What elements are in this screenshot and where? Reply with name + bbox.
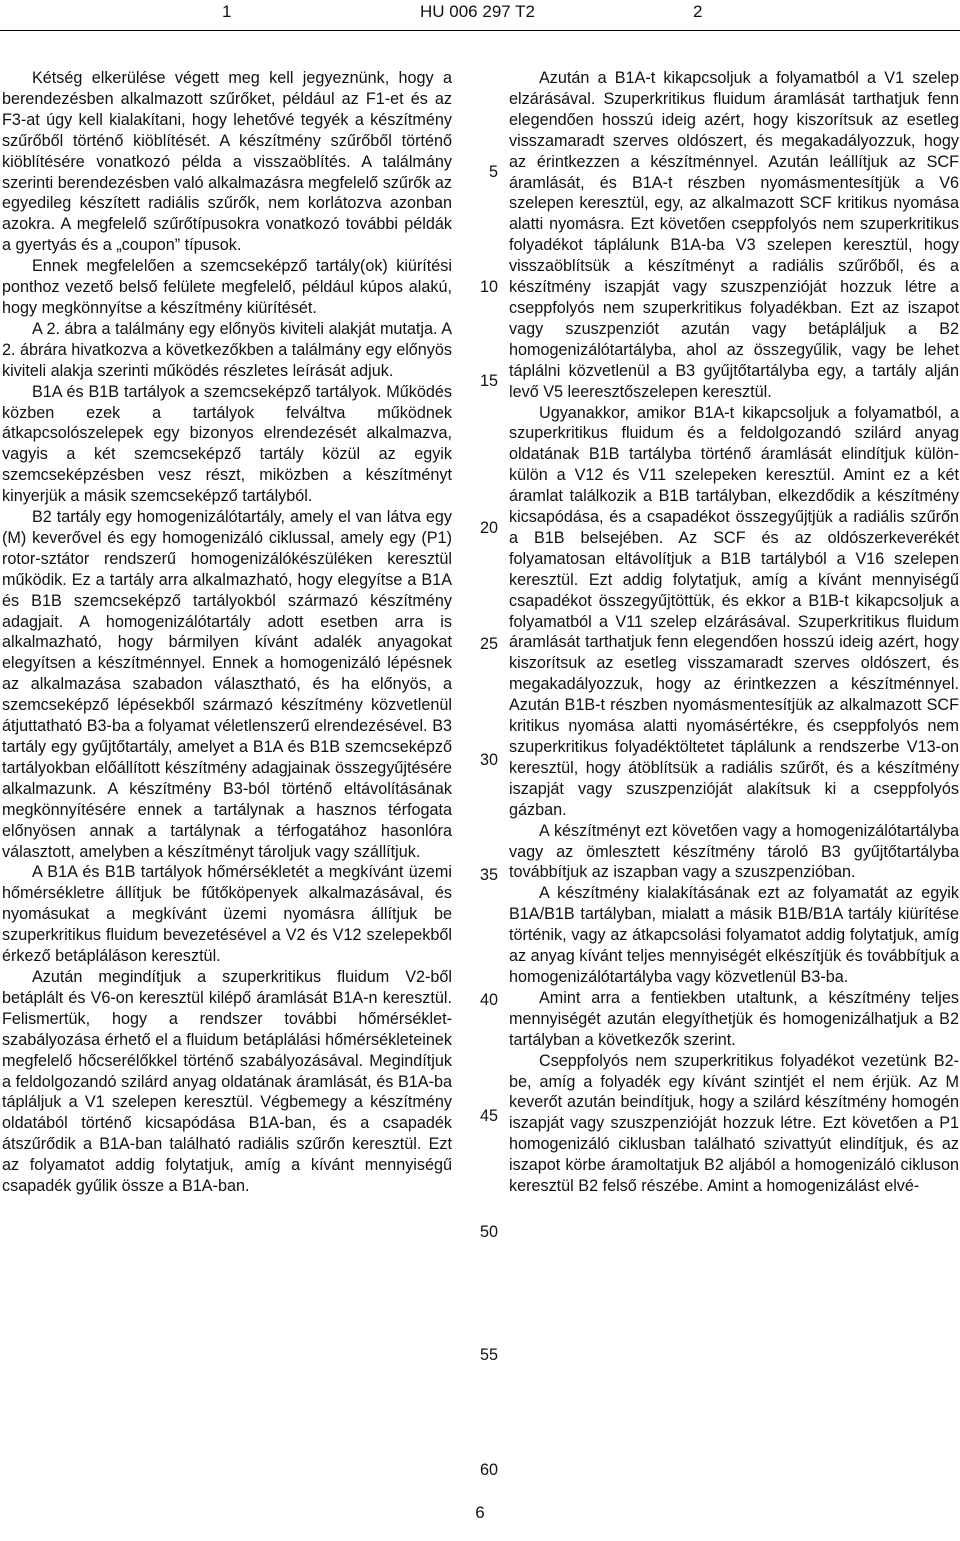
paragraph: Azután megindítjuk a szuperkritikus fluidum V2-ből betáplált és V6-on keresztül kilépő áramlását B1A-n keresztül. Felismertük, hogy a rendszer további hőmérséklet-szabályozása érhető el a fluidum betáplálási hőmérsékleteinek megfelelő hőcserélőkkel történő szabályozásával. Megindítjuk a feldolgozandó szilárd anyag oldatának áramlását, és B1A-ba tápláljuk a V1 szelepen keresztül. Végbemegy a készítmény oldatából történő kicsapódása B1A-ban, és a csapadék átszűrődik a B1A-ban található radiális szűrőn keresztül. Ezt az folyamatot addig folytatjuk, amíg a kívánt mennyiségű csapadék gyűlik össze a B1A-ban. [2, 967, 452, 1196]
line-number: 40 [479, 991, 498, 1009]
left-page-number: 1 [222, 2, 232, 21]
line-number: 45 [479, 1107, 498, 1125]
paragraph: Kétség elkerülése végett meg kell jegyeznünk, hogy a berendezésben alkalmazott szűrőket, például az F1-et és az F3-at úgy kell kialakítani, hogy lehetővé tegyék a készítmény szűrőből történő kiöblítését. A készítmény szűrőből történő kiöblítésére vonatkozó példa a visszaöblítés. A találmány szerinti berendezésben való alkalmazásra megfelelő szűrők az egyedileg készített radiális szűrők, nem korlátozva azonban azokra. A megfelelő szűrőtípusokra vonatkozó további példák a gyertyás és a „coupon” típusok. [2, 69, 452, 255]
line-number: 20 [479, 519, 498, 537]
paragraph: A 2. ábra a találmány egy előnyös kiviteli alakját mutatja. A 2. ábrára hivatkozva a következőkben a találmány egy előnyös kiviteli alakja szerinti működés részletes leírását adjuk. [2, 319, 452, 380]
line-number: 5 [488, 163, 498, 181]
line-number: 50 [479, 1223, 498, 1241]
page-header [0, 0, 960, 30]
paragraph: B1A és B1B tartályok a szemcseképző tartályok. Működés közben ezek a tartályok felváltva működnek átkapcsolószelepek egy bizonyos elrendezését alkalmazva, vagyis a két szemcseképző tartály közül az egyik szemcseképzésben vesz részt, miközben a készítményt kinyerjük a másik szemcseképző tartályból. [2, 382, 452, 506]
line-number: 35 [479, 866, 498, 884]
paragraph: A B1A és B1B tartályok hőmérsékletét a megkívánt üzemi hőmérsékletre állítjuk be fűtőköpenyek alkalmazásával, és nyomásukat a megkívánt üzemi nyomásra állítjuk be szuperkritikus fluidum bevezetésével a V2 és V12 szelepekből érkező betápláláson keresztül. [2, 863, 452, 966]
line-number: 10 [479, 278, 498, 296]
line-number: 25 [479, 635, 498, 653]
right-column [509, 68, 959, 1197]
line-number: 60 [479, 1461, 498, 1479]
header-rule [0, 30, 960, 31]
line-number: 55 [479, 1346, 498, 1364]
page-number: 6 [475, 1503, 485, 1522]
left-column [2, 68, 452, 1197]
right-page-number: 2 [693, 2, 703, 21]
paragraph: Amint arra a fentiekben utaltunk, a készítmény teljes mennyiségét azután elegyíthetjük és homogenizálhatjuk a B2 tartályban a következők szerint. [509, 988, 959, 1049]
paragraph: Ugyanakkor, amikor B1A-t kikapcsoljuk a folyamatból, a szuperkritikus fluidum és a feldolgozandó szilárd anyag oldatának B1B tartályba történő áramlását elindítjuk külön-külön a V12 és V11 szelepeken keresztül. Amint ez a két áramlat találkozik a B1B tartályban, elkezdődik a készítmény kicsapódása, és a csapadékot összegyűjtjük a radiális szűrőn a B1B belsejében. Az SCF és az oldószerkeverékét folyamatosan eltávolítjuk a B1B tartályból a V16 szelepen keresztül. Ezt addig folytatjuk, amíg a kívánt mennyiségű csapadékot összegyűjtöttük, és ekkor a B1B-t kikapcsoljuk a folyamatból a V11 szelep elzárásával. Szuperkritikus fluidum áramlását tarthatjuk fenn elegendően hosszú ideig azért, hogy kiszorítsuk az esetleg visszamaradt szerves oldószert, és megakadályozzuk, hogy az érintkezzen a készítménnyel. Azután B1B-t részben nyomásmentesítjük az alkalmazott SCF kritikus nyomása alatti nyomásértékre, és cseppfolyós nem szuperkritikus folyadéktöltetet táplálunk a rendszerbe V13-on keresztül, hogy átöblítsük a radiális szűrőt, és a készítmény iszapját vagy szuszpenzióját alakítsuk ki a cseppfolyós gázban. [509, 403, 959, 819]
patent-number: HU 006 297 T2 [420, 2, 535, 21]
paragraph: A készítmény kialakításának ezt az folyamatát az egyik B1A/B1B tartályban, mialatt a másik B1B/B1A tartály kiürítése történik, vagy az átkapcsolási folyamatot addig folytatjuk, amíg az anyag kívánt teljes mennyiségét elkészítjük és továbbítjuk a homogenizálótartályba vagy közvetlenül B3-ba. [509, 884, 959, 986]
line-number: 30 [479, 751, 498, 769]
line-number: 15 [479, 372, 498, 390]
paragraph: Ennek megfelelően a szemcseképző tartály(ok) kiürítési ponthoz vezető belső felülete megfelelő, például kúpos alakú, hogy megkönnyítse a készítmény kiürítését. [2, 257, 452, 317]
paragraph: Cseppfolyós nem szuperkritikus folyadékot vezetünk B2-be, amíg a folyadék egy kívánt szintjét el nem érjük. Az M keverőt azután beindítjuk, hogy a szilárd készítmény homogén iszapját vagy szuszpenzióját hozzuk létre. Ezt követően a P1 homogenizáló ciklusban található szivattyút elindítjuk, és az iszapot körbe áramoltatjuk B2 aljából a homogenizáló cikluson keresztül B2 felső részébe. Amint a homogenizálást elvé- [509, 1051, 959, 1196]
paragraph: A készítményt ezt követően vagy a homogenizálótartályba vagy az ömlesztett készítmény tároló B3 gyűjtőtartályba továbbítjuk az iszapban vagy a szuszpenzióban. [509, 821, 959, 882]
paragraph: B2 tartály egy homogenizálótartály, amely el van látva egy (M) keverővel és egy homogenizáló ciklussal, amely egy (P1) rotor-sztátor rendszerű homogenizálókészüléken keresztül működik. Ez a tartály arra alkalmazható, hogy elegyítse a B1A és B1B szemcseképző tartályokból származó készítmény adagjait. A homogenizálótartály adott esetben arra is alkalmazható, hogy bármilyen kívánt adalék anyagokat elegyítsen a készítménnyel. Ennek a homogenizáló lépésnek az alkalmazása szabadon választható, és ha előnyös, a szemcseképző lépésekből származó készítmény közvetlenül átjuttatható B3-ba a folyamat véletlenszerű elrendezésével. B3 tartály egy gyűjtőtartály, amelyet a B1A és B1B szemcseképző tartályokban előállított készítmény adagjainak összegyűjtésére alkalmazunk. A készítmény B3-ból történő eltávolításának megkönnyítésére ennek a tartálynak a hasznos térfogata előnyösen annak a tartálynak a térfogatához hasonlóra választott, amelyben a készítményt tároljuk vagy szállítjuk. [2, 508, 452, 861]
paragraph: Azután a B1A-t kikapcsoljuk a folyamatból a V1 szelep elzárásával. Szuperkritikus fluidum áramlását tarthatjuk fenn elegendően hosszú ideig azért, hogy kiszorítsuk az esetleg visszamaradt szerves oldószert, és megakadályozzuk, hogy az érintkezzen a készítménnyel. Azután leállítjuk az SCF áramlását, és B1A-t részben nyomásmentesítjük a V6 szelepen keresztül, egy, az alkalmazott SCF kritikus nyomása alatti nyomásra. Ezt követően cseppfolyós nem szuperkritikus folyadékot táplálunk B1A-ba V3 szelepen keresztül, hogy visszaöblítsük a készítményt a radiális szűrőből, és a készítmény iszapját vagy szuszpenzióját hozzuk létre a cseppfolyós nem szuperkritikus folyadékban. Ezt az iszapot vagy szuszpenziót azután vagy betápláljuk a B2 homogenizálótartályba, ahol az összegyűlik, vagy be lehet táplálni közvetlenül a B3 gyűjtőtartályba egy, a tartály alján levő V5 leeresztőszelepen keresztül. [509, 69, 959, 401]
